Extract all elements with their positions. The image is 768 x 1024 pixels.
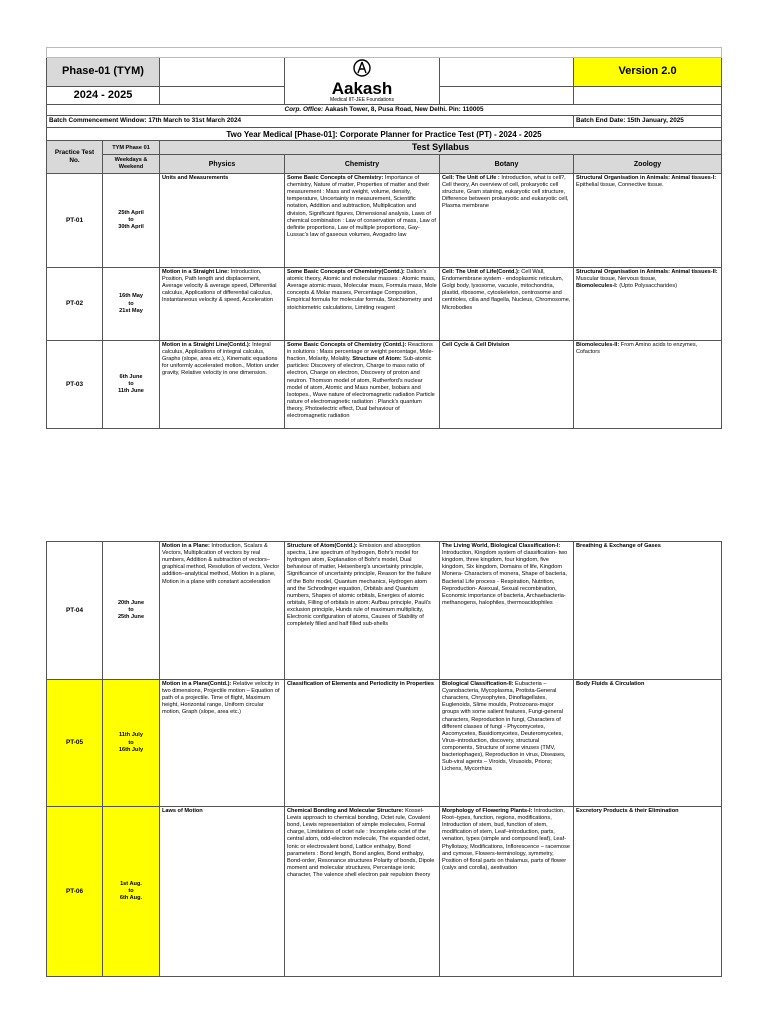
column-test-syllabus: Test Syllabus (160, 141, 722, 155)
chemistry-syllabus: Some Basic Concepts of Chemistry: Importance of chemistry, Nature of matter, Properties of matter and their measurement : Mass and weight, volume, density, temperature, Uncertainty in measurement, Scientific notation, Addition and subtraction, Multiplication and division, Significant figures, Dimensional analysis, Laws of chemical combination : Law of conservation of mass, Law of definite proportions, Law of multiple proportions, Gay-Lussac's law of gaseous volumes, Avogadro law (285, 174, 440, 268)
table-row (47, 680, 722, 807)
botany-syllabus: Cell Cycle & Cell Division (440, 341, 574, 429)
column-test-no: Practice Test No. (47, 141, 103, 174)
test-dates: 6th June to 11th June (103, 341, 160, 429)
zoology-syllabus: Structural Organisation in Animals: Animal tissues-I: Epithelial tissue, Connective tissue. (574, 174, 722, 268)
table-row (47, 807, 722, 977)
planner-title: Two Year Medical [Phase-01]: Corporate Planner for Practice Test (PT) - 2024 - 2025 (47, 128, 722, 141)
column-physics: Physics (160, 155, 285, 174)
version-label: Version 2.0 (574, 58, 722, 87)
chemistry-syllabus: Classification of Elements and Periodicity in Properties (285, 680, 440, 807)
test-number: PT-02 (47, 268, 103, 341)
physics-syllabus: Motion in a Straight Line: Introduction, Position, Path length and displacement, Average velocity & average speed, Differential calculus, Applications of differential calculus, Instantaneous velocity & speed, Acceleration (160, 268, 285, 341)
chemistry-syllabus: Some Basic Concepts of Chemistry (Contd.): Reactions in solutions : Mass percentage or weight percentage, Mole-fraction, Molarity, Molality. Structure of Atom: Sub-atomic particles: Discovery of electron, Charge to mass ratio of electron, Charge on electron, Discovery of proton and neutron. Thomson model of atom, Rutherford's nuclear model of atom, Atomic and Mass number, Isobars and Isotopes., Wave nature of electromagnetic radiation Particle nature of electromagnetic radiation : Planck's quantum theory, Photoelectric effect, Dual behaviour of electromagnetic radiation (285, 341, 440, 429)
planner-table (46, 47, 722, 977)
test-number: PT-06 (47, 807, 103, 977)
column-chemistry: Chemistry (285, 155, 440, 174)
aakash-emblem-icon (352, 59, 372, 77)
spacer-row (47, 48, 722, 58)
botany-syllabus: The Living World, Biological Classification-I: Introduction, Kingdom system of classification- two kingdom, three kingdom, four kingdom, five kingdom, Six kingdom, Domains of life, Kingdom Monera- Characters of monera, Shape of bacteria, Bacterial Life process - Respiration, Nutrition, Reproduction- Asexual, Sexual recombination, Economic importance of bacteria, Archaebacteria-methanogens, halophiles, thermoacidophiles (440, 542, 574, 680)
batch-row (47, 116, 722, 128)
physics-syllabus: Units and Measurements (160, 174, 285, 268)
botany-syllabus: Morphology of Flowering Plants-I: Introduction, Root–types, function, regions, modifications, Introduction of stem, bud, function of stem, modification of stem, Leaf–introduction, parts, venation, types (simple and compound leaf), Leaf-Phyllotaxy, Modifications, Inflorescence – racemose and cymose, Flowers-terminology, symmetry, Position of floral parts on thalamus, parts of flower (calyx and corolla), aestivation (440, 807, 574, 977)
physics-syllabus: Motion in a Straight Line(Contd.): Integral calculus, Applications of integral calculus, Graphs (slope, area etc.), Kinematic equations for uniformly accelerated motion., Motion under gravity, Relative velocity in one dimension. (160, 341, 285, 429)
test-number: PT-05 (47, 680, 103, 807)
zoology-syllabus: Structural Organisation in Animals: Animal tissues-II: Muscular tissue, Nervous tissue, Biomolecules-I: (Upto Polysaccharides) (574, 268, 722, 341)
physics-syllabus: Motion in a Plane: Introduction, Scalars & Vectors, Multiplication of vectors by real numbers, Addition & subtraction of vectors–graphical method, Resolution of vectors, Vector addition–analytical method, Motion in a plane, Motion in a plane with constant acceleration (160, 542, 285, 680)
test-number: PT-04 (47, 542, 103, 680)
botany-syllabus: Biological Classification-II: Eubacteria – Cyanobacteria, Mycoplasma, Protista-General characters, Chrysophytes, Dinoflagellates, Euglenoids, Slime moulds, Protozoans-major groups with some salient features, Fungi-general characters, Reproduction in fungi, Characters of different classes of fungi - Phycomycetes, Ascomycetes, Basidiomycetes, Deuteromycetes, Virus–introduction, discovery, structural components, Structure of some viruses (TMV, bacteriophages), Reproduction in virus, Diseases, Sub-viral agents – Viroids, Virusoids, Prions; Lichens, Mycorrhiza (440, 680, 574, 807)
test-dates: 11th July to 16th July (103, 680, 160, 807)
page-gap (47, 429, 722, 542)
table-row (47, 268, 722, 341)
test-dates: 1st Aug. to 6th Aug. (103, 807, 160, 977)
batch-window: Batch Commencement Window: 17th March to 31st March 2024 (47, 116, 440, 128)
chemistry-syllabus: Chemical Bonding and Molecular Structure: Kossel-Lewis approach to chemical bonding, Octet rule, Covalent bond, Lewis representation of simple molecules, Formal charge, Limitations of octet rule : Incomplete octet of the central atom, odd-electron molecule, The expanded octet, Ionic or electrovalent bond, Lattice enthalpy, Bond parameters : Bond length, Bond angles, Bond enthalpy, Bond-order, Resonance structures Polarity of bonds, Dipole moment and molecular structures, Percentage ionic character, The valence shell electron pair repulsion theory (285, 807, 440, 977)
column-header-row-1 (47, 141, 722, 155)
column-header-row-2 (47, 155, 722, 174)
header-row-1 (47, 58, 722, 87)
column-weekdays: Weekdays & Weekend (103, 155, 160, 174)
title-row (47, 128, 722, 141)
botany-syllabus: Cell: The Unit of Life : Introduction, what is cell?, Cell theory, An overview of cell, prokaryotic cell structure, Gram staining, eukaryotic cell structure, Difference between prokaryotic and eukaryotic cell, Plasma membrane (440, 174, 574, 268)
chemistry-syllabus: Some Basic Concepts of Chemistry(Contd.): Dalton's atomic theory, Atomic and molecular masses : Atomic mass, Average atomic mass, Molecular mass, Formula mass, Mole concepts & Molar masses, Percentage Composition, Empirical formula for molecular formula, Stoichiometry and stoichiometric calculations, Limiting reagent (285, 268, 440, 341)
table-row (47, 542, 722, 680)
planner-sheet (46, 47, 721, 977)
corp-office-label: Corp. Office: (284, 106, 324, 114)
logo (285, 58, 440, 105)
table-row (47, 174, 722, 268)
corp-office-address: Aakash Tower, 8, Pusa Road, New Delhi. Pin: 110005 (324, 106, 484, 114)
phase-label: Phase-01 (TYM) (47, 58, 160, 87)
test-dates: 16th May to 21st May (103, 268, 160, 341)
column-tym-phase: TYM Phase 01 (103, 141, 160, 155)
year-label: 2024 - 2025 (47, 86, 160, 104)
logo-name: Aakash (331, 79, 393, 99)
logo-tagline: Medical IIT-JEE Foundations (330, 97, 394, 104)
zoology-syllabus: Breathing & Exchange of Gases (574, 542, 722, 680)
chemistry-syllabus: Structure of Atom(Contd.): Emission and absorption spectra, Line spectrum of hydrogen, Bohr's model for hydrogen atom, Explanation of Bohr's model, Dual behaviour of matter, Heisenberg's uncertainty principle, Significance of uncertainty principle, Reason for the failure of the Bohr model, Quantum mechanics, Hydrogen atom and the Schrodinger equation, Orbitals and Quantum numbers, Shapes of atomic orbitals, Energies of atomic orbitals, Filling of orbitals in atom: Aufbau principle, Pauli's exclusion principle, Hunds rule of maximum multiplicity, Electronic configuration of atoms, Causes of Stability of completely filled and half filled sub-shells (285, 542, 440, 680)
zoology-syllabus: Biomolecules-II: From Amino acids to enzymes, Cofactors (574, 341, 722, 429)
botany-syllabus: Cell: The Unit of Life(Contd.): Cell Wall, Endomembrane system - endoplasmic reticulum, Golgi body, lysosome, vacuole, mitochondria, plastid, ribosome, cytoskeleton, centrosome and centrioles, cilia and flagella, Nucleus, Chromosome, Microbodies (440, 268, 574, 341)
test-dates: 25th April to 30th April (103, 174, 160, 268)
physics-syllabus: Laws of Motion (160, 807, 285, 977)
column-botany: Botany (440, 155, 574, 174)
table-row (47, 341, 722, 429)
test-number: PT-01 (47, 174, 103, 268)
batch-end-date: Batch End Date: 15th January, 2025 (574, 116, 722, 128)
physics-syllabus: Motion in a Plane(Contd.): Relative velocity in two dimensions, Projectile motion – Equation of path of a projectile. Time of flight, Maximum height, Horizontal range, Uniform circular motion, Graph (slope, area etc.) (160, 680, 285, 807)
zoology-syllabus: Body Fluids & Circulation (574, 680, 722, 807)
corp-office-row (47, 105, 722, 116)
test-dates: 20th June to 25th June (103, 542, 160, 680)
zoology-syllabus: Excretory Products & their Elimination (574, 807, 722, 977)
column-zoology: Zoology (574, 155, 722, 174)
test-number: PT-03 (47, 341, 103, 429)
